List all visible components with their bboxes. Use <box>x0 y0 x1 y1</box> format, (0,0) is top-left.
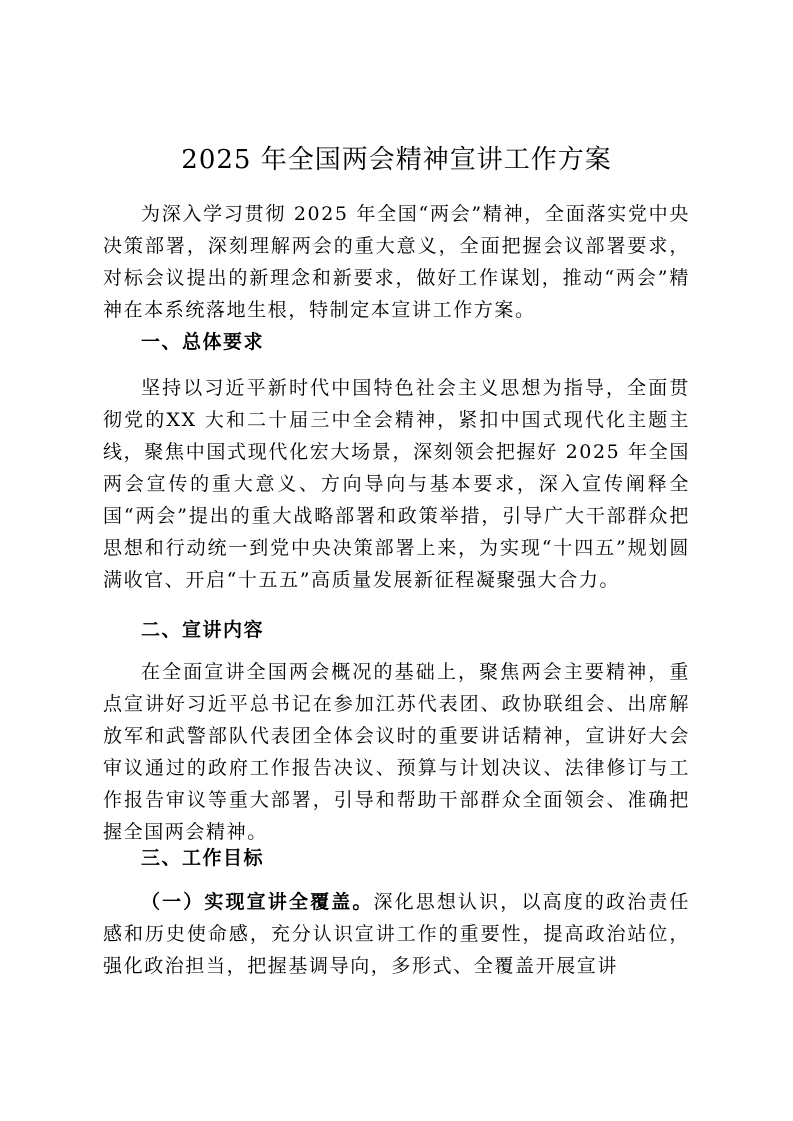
section-heading-content: 二、宣讲内容 <box>141 619 265 641</box>
document-title: 2025 年全国两会精神宣讲工作方案 <box>181 145 612 175</box>
section-paragraph-goals <box>103 886 690 982</box>
section-paragraph-general-requirements: 坚持以习近平新时代中国特色社会主义思想为指导，全面贯彻党的XX 大和二十届三中全会精神，紧扣中国式现代化主题主线，聚焦中国式现代化宏大场景，深刻领会把握好 2025 年全国两会宣传的重大意义、方向导向与基本要求，深入宣传阐释全国“两会”提出的重大战略部署和政策举措，引导广大干部群众把思想和行动统一到党中央决策部署上来，为实现“十四五”规划圆满收官、开启“十五五”高质量发展新征程凝聚强大合力。 <box>103 377 690 591</box>
section-paragraph-content: 在全面宣讲全国两会概况的基础上，聚焦两会主要精神，重点宣讲好习近平总书记在参加江苏代表团、政协联组会、出席解放军和武警部队代表团全体会议时的重要讲话精神，宣讲好大会审议通过的政府工作报告决议、预算与计划决议、法律修订与工作报告审议等重大部署，引导和帮助干部群众全面领会、准确把握全国两会精神。 <box>103 661 690 843</box>
subsection-lead: （一）实现宣讲全覆盖。 <box>141 891 374 913</box>
section-heading-goals: 三、工作目标 <box>141 847 265 869</box>
subsection-text: 深化思想认识，以高度的政治责任感和历史使命感，充分认识宣讲工作的重要性，提高政治站位，强化政治担当，把握基调导向，多形式、全覆盖开展宣讲 <box>103 891 690 977</box>
section-heading-general-requirements: 一、总体要求 <box>141 331 265 353</box>
intro-paragraph: 为深入学习贯彻 2025 年全国“两会”精神，全面落实党中央决策部署，深刻理解两会的重大意义，全面把握会议部署要求，对标会议提出的新理念和新要求，做好工作谋划，推动“两会”精神在本系统落地生根，特制定本宣讲工作方案。 <box>103 203 690 321</box>
